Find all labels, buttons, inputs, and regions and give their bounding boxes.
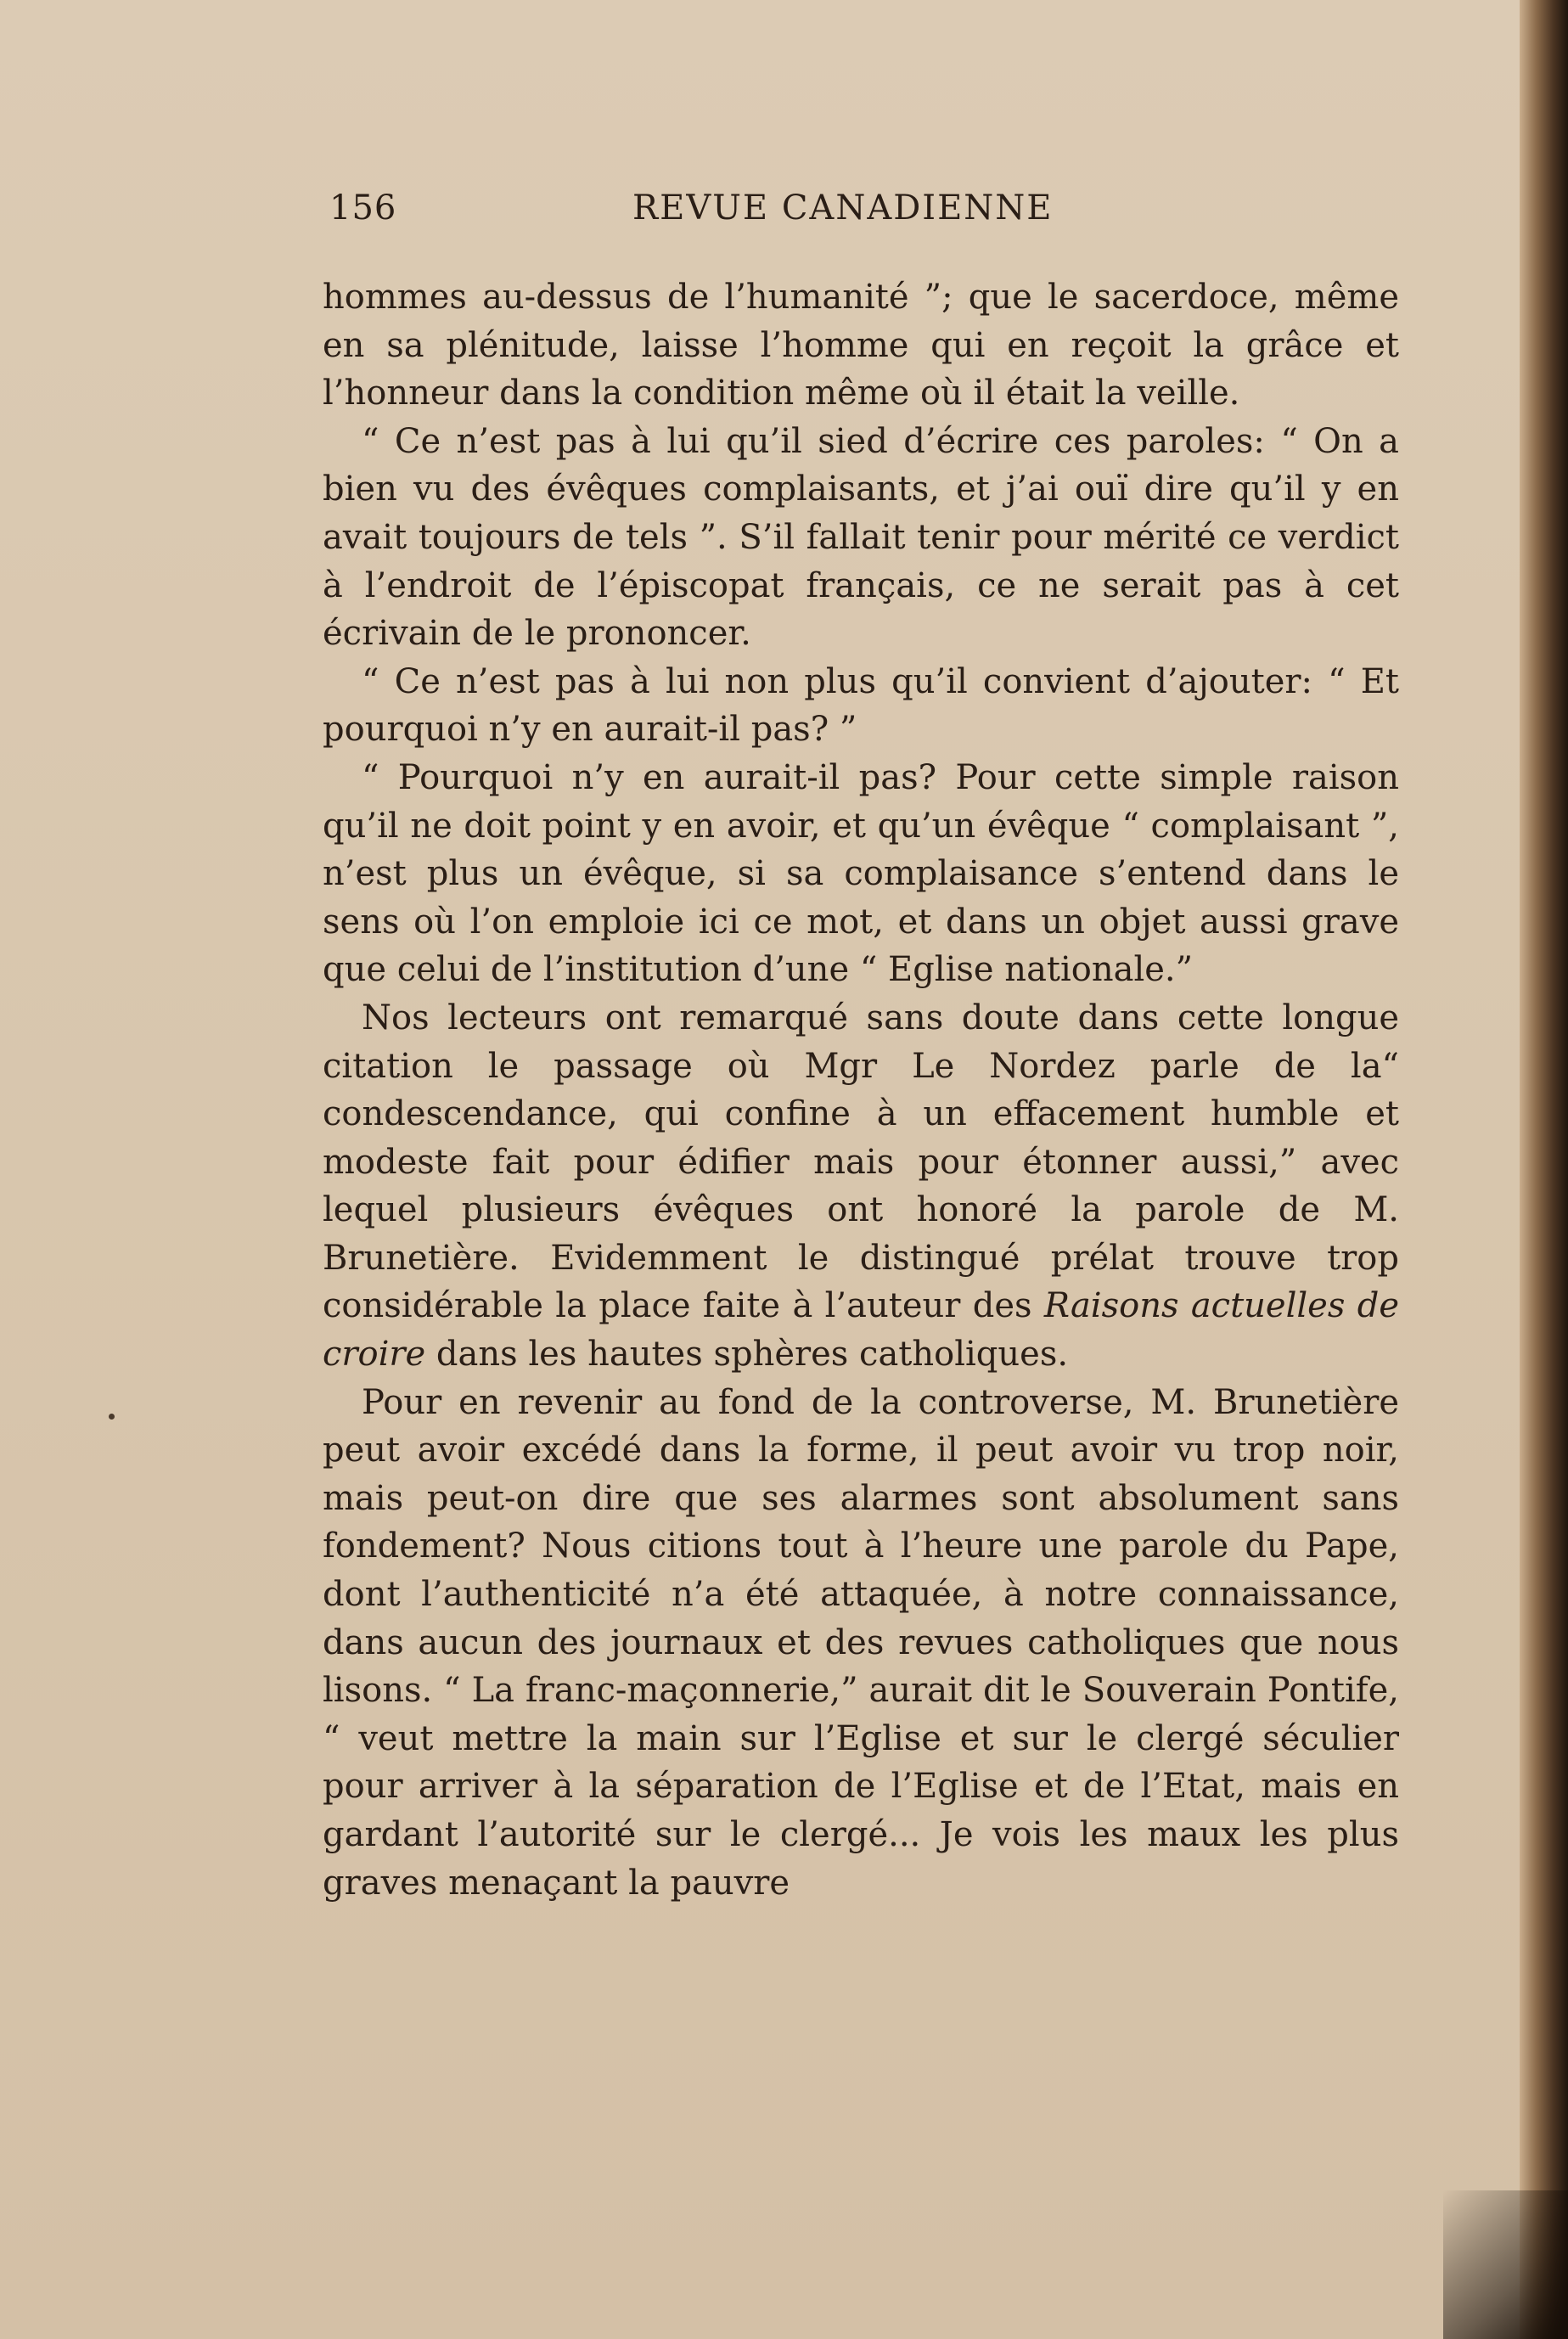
running-header — [323, 188, 1172, 239]
page-number: 156 — [329, 188, 397, 228]
page-binding-edge — [1520, 0, 1568, 2339]
paragraph-text: “ Ce n’est pas à lui qu’il sied d’écrire ces paroles: “ On a bien vu des évêques complaisants, et j’ai ouï dire qu’il y en avait toujours de tels ”. S’il fallait tenir pour mérité ce verdict à l’endroit de l’épiscopat français, ce ne serait pas à cet écrivain de le prononcer. — [323, 421, 1399, 654]
book-title-italic: Raisons actuelles de croire — [323, 1286, 1400, 1375]
page-corner-shadow — [1443, 2190, 1568, 2339]
paragraph-text-end: dans les hautes sphères catholiques. — [425, 1335, 1069, 1375]
paragraph — [323, 994, 1399, 1379]
paragraph — [323, 754, 1399, 994]
paragraph — [323, 658, 1399, 754]
paragraph-text: “ Ce n’est pas à lui non plus qu’il convient d’ajouter: “ Et pourquoi n’y en aurait-il pas? ” — [323, 661, 1399, 750]
paragraph-text: Nos lecteurs ont remarqué sans doute dans cette longue citation le passage où Mgr Le Nordez parle de la“ condescendance, qui confine à un effacement humble et modeste fait pour édifier mais pour étonner aussi,” avec lequel plusieurs évêques ont honoré la parole de M. Brunetière. Evidemment le distingué prélat trouve trop considérable la place faite à l’auteur des — [323, 998, 1399, 1326]
journal-title: REVUE CANADIENNE — [632, 188, 1054, 228]
paragraph — [323, 418, 1399, 658]
paragraph-text: “ Pourquoi n’y en aurait-il pas? Pour cette simple raison qu’il ne doit point y en avoir, et qu’un évêque “ complaisant ”, n’est plus un évêque, si sa complaisance s’entend dans le sens où l’on emploie ici ce mot, et dans un objet aussi grave que celui de l’institution d’une “ Eglise nationale.” — [323, 757, 1399, 990]
body-text — [323, 273, 1399, 1907]
paragraph-text: Pour en revenir au fond de la controverse, M. Brunetière peut avoir excédé dans la forme, il peut avoir vu trop noir, mais peut-on dire que ses alarmes sont absolument sans fondement? Nous citions tout à l’heure une parole du Pape, dont l’authenticité n’a été attaquée, à notre connaissance, dans aucun des journaux et des revues catholiques que nous lisons. “ La franc-maçonnerie,” aurait dit le Souverain Pontife, “ veut mettre la main sur l’Eglise et sur le clergé séculier pour arriver à la séparation de l’Eglise et de l’Etat, mais en gardant l’autorité sur le clergé... Je vois les maux les plus graves menaçant la pauvre — [323, 1382, 1399, 1903]
paper-speck — [109, 1414, 115, 1420]
paragraph — [323, 1379, 1399, 1908]
paragraph — [323, 273, 1399, 418]
paragraph-text: hommes au-dessus de l’humanité ”; que le sacerdoce, même en sa plénitude, laisse l’homme qui en reçoit la grâce et l’honneur dans la condition même où il était la veille. — [323, 278, 1399, 413]
